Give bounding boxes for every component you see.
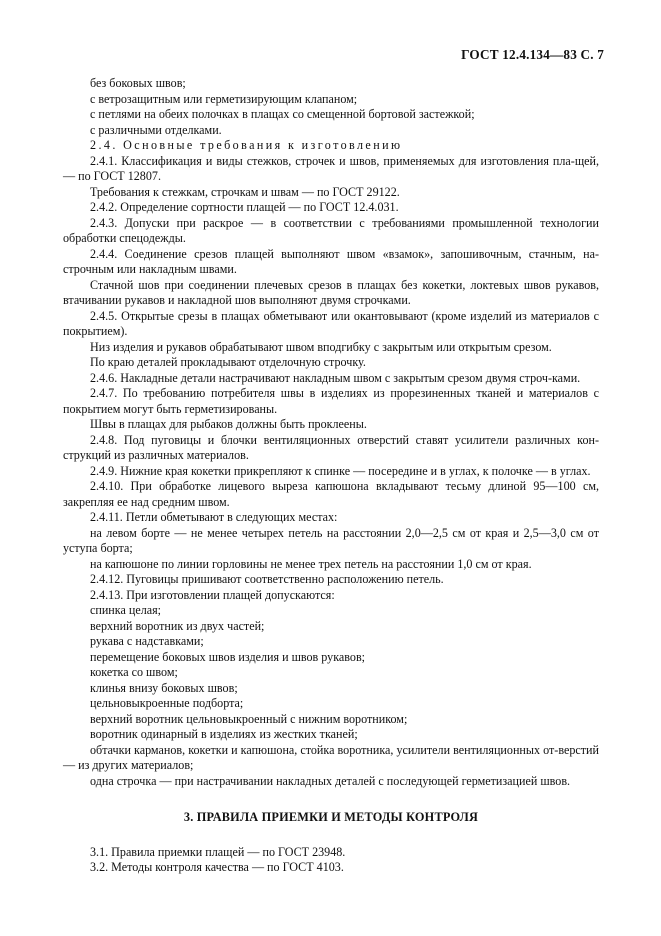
paragraph: с различными отделками. [90,122,222,137]
paragraph: 2.4.6. Накладные детали настрачивают накладным швом с закрытым срезом двумя строч-ками. [90,370,581,385]
paragraph: Низ изделия и рукавов обрабатывают швом вподгибку с закрытым или открытым срезом. [90,339,552,354]
paragraph: Требования к стежкам, строчкам и швам — по ГОСТ 29122. [90,184,400,199]
paragraph: 2.4.12. Пуговицы пришивают соответственно расположению петель. [90,572,444,586]
paragraph: с петлями на обеих полочках в плащах со смещенной бортовой застежкой; [90,107,475,121]
paragraph: на капюшоне по линии горловины не менее трех петель на расстоянии 1,0 см от края. [90,556,532,571]
list-item: верхний воротник из двух частей; [90,618,265,633]
paragraph: 2.4.8. Под пуговицы и блочки вентиляционных отверстий ставят усилители различных кон-струкций из различных материалов. [63,432,599,462]
paragraph: Швы в плащах для рыбаков должны быть проклеены. [90,417,367,431]
list-item: рукава с надставками; [90,634,204,648]
paragraph: 2.4.4. Соединение срезов плащей выполняют швом «взамок», запошивочным, стачным, на-строчным или накладным швами. [63,246,599,276]
paragraph: 2.4.2. Определение сортности плащей — по ГОСТ 12.4.031. [90,200,399,214]
list-item: верхний воротник цельновыкроенный с нижним воротником; [90,711,408,726]
paragraph: 3.1. Правила приемки плащей — по ГОСТ 23948. [90,844,346,859]
paragraph: По краю деталей прокладывают отделочную строчку. [90,355,366,369]
paragraph: с ветрозащитным или герметизирующим клапаном; [90,91,358,106]
subsection-heading: 2.4. Основные требования к изготовлению [90,138,403,152]
paragraph: 2.4.3. Допуски при раскрое — в соответствии с требованиями промышленной технологии обработки спецодежды. [63,215,599,245]
paragraph: 2.4.11. Петли обметывают в следующих местах: [90,510,338,524]
running-header: ГОСТ 12.4.134—83 С. 7 [461,47,604,62]
list-item: перемещение боковых швов изделия и швов рукавов; [90,649,366,664]
list-item: кокетка со швом; [90,665,178,679]
paragraph: 2.4.13. При изготовлении плащей допускаются: [90,587,335,602]
paragraph: на левом борте — не менее четырех петель на расстоянии 2,0—2,5 см от края и 2,5—3,0 см от уступа борта; [63,525,599,555]
list-item: спинка целая; [90,603,162,617]
paragraph: 3.2. Методы контроля качества — по ГОСТ 4103. [90,860,344,874]
body-text [63,76,599,876]
paragraph: без боковых швов; [90,76,186,90]
paragraph: 2.4.7. По требованию потребителя швы в изделиях из прорезиненных тканей и материалов с покрытием могут быть герметизированы. [63,386,599,416]
list-item: воротник одинарный в изделиях из жестких тканей; [90,727,358,741]
paragraph: 2.4.10. При обработке лицевого выреза капюшона вкладывают тесьму длиной 95—100 см, закрепляя ее над средним швом. [63,479,599,509]
list-item: обтачки карманов, кокетки и капюшона, стойка воротника, усилители вентиляционных от-верстий — из других материалов; [63,742,599,772]
paragraph: Стачной шов при соединении плечевых срезов в плащах без кокетки, локтевых швов рукавов, втачивании рукавов и накладной шов выполняют двумя строчками. [63,277,599,307]
list-item: одна строчка — при настрачивании накладных деталей с последующей герметизацией швов. [90,773,571,788]
paragraph: 2.4.1. Классификация и виды стежков, строчек и швов, применяемых для изготовления пла-щей, — по ГОСТ 12807. [63,153,599,183]
section-title: 3. ПРАВИЛА ПРИЕМКИ И МЕТОДЫ КОНТРОЛЯ [183,810,479,824]
list-item: клинья внизу боковых швов; [90,680,238,695]
paragraph: 2.4.9. Нижние края кокетки прикрепляют к спинке — посередине и в углах, к полочке — в углах. [90,463,591,478]
list-item: цельновыкроенные подборта; [90,696,244,710]
paragraph: 2.4.5. Открытые срезы в плащах обметывают или окантовывают (кроме изделий из материалов с покрытием). [63,308,599,338]
